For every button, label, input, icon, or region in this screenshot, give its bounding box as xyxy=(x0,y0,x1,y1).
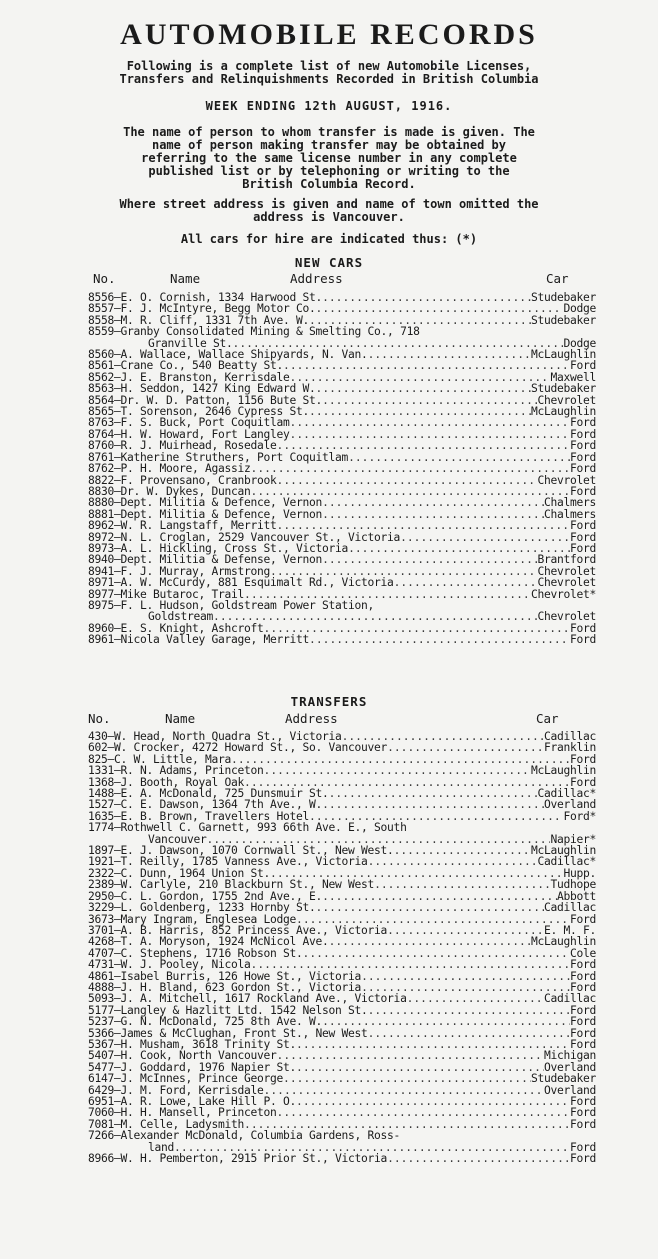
record-text: 8562—J. E. Branston, Kerrisdale xyxy=(88,370,290,384)
page-title: AUTOMOBILE RECORDS xyxy=(120,18,538,51)
dot-leader xyxy=(277,1107,570,1118)
record-entry xyxy=(88,497,596,508)
car-make: Ford xyxy=(569,980,596,994)
dot-leader xyxy=(374,879,550,890)
column-header-name: Name xyxy=(165,711,196,726)
record-entry xyxy=(88,1016,596,1027)
record-line xyxy=(88,959,596,970)
car-make: Cadillac xyxy=(543,730,596,743)
record-entry xyxy=(88,577,596,588)
dot-leader xyxy=(407,993,544,1004)
record-text: 5367—H. Musham, 3618 Trinity St. xyxy=(88,1037,297,1051)
car-make: Chevrolet xyxy=(537,576,596,590)
record-text: 7060—H. H. Mansell, Princeton xyxy=(88,1106,277,1120)
record-text: 8560—A. Wallace, Wallace Shipyards, N. Van. xyxy=(88,348,368,362)
record-line xyxy=(88,1073,596,1084)
car-make: Napier* xyxy=(550,832,596,846)
dot-leader xyxy=(387,742,544,753)
record-entry xyxy=(88,1153,596,1164)
record-text: 8975—F. L. Hudson, Goldstream Power Station, xyxy=(88,598,375,612)
record-text: 8822—F. Provensano, Cranbrook xyxy=(88,473,277,487)
record-text: 8941—F. J. Murray, Armstrong xyxy=(88,564,271,578)
record-text: 430—W. Head, North Quadra St., Victoria xyxy=(88,730,342,743)
car-make: Ford xyxy=(569,752,596,766)
record-text: 1897—E. J. Dawson, 1070 Cornwall St., New West. xyxy=(88,844,394,858)
dot-leader xyxy=(322,1016,570,1027)
record-text: 5477—J. Goddard, 1976 Napier St. xyxy=(88,1060,297,1074)
record-text: 1774—Rothwell C. Garnett, 993 66th Ave. E., South xyxy=(88,821,407,835)
car-make: Ford xyxy=(569,1095,596,1108)
record-text: 2950—C. L. Gordon, 1755 2nd Ave., E. xyxy=(88,889,323,903)
car-make: Cole xyxy=(569,946,596,960)
dot-leader xyxy=(322,554,537,565)
car-make: Ford xyxy=(569,541,596,555)
dot-leader xyxy=(322,395,537,406)
car-make: Dodge xyxy=(563,336,596,350)
car-make: Michigan xyxy=(543,1049,596,1063)
address-note xyxy=(40,198,618,224)
record-text: 4268—T. A. Moryson, 1924 McNicol Ave. xyxy=(88,935,329,949)
car-make: Ford xyxy=(569,462,596,476)
dot-leader xyxy=(329,788,538,799)
transfers-list xyxy=(88,731,596,1164)
record-text: 8971—A. W. McCurdy, 881 Esquimalt Rd., Victoria xyxy=(88,576,394,590)
dot-leader xyxy=(283,1073,531,1084)
car-make: McLaughlin xyxy=(530,764,596,778)
car-make: E. M. F. xyxy=(543,923,596,937)
record-entry xyxy=(88,1130,596,1153)
car-make: Studebaker xyxy=(530,291,596,304)
dot-leader xyxy=(322,891,557,902)
car-make: Ford xyxy=(569,530,596,544)
column-header-car: Car xyxy=(536,711,559,726)
record-text: 4888—J. H. Bland, 623 Gordon St., Victoria xyxy=(88,980,362,994)
car-make: Cadillac xyxy=(543,901,596,915)
car-make: Overland xyxy=(543,1060,596,1074)
record-text: 1527—C. E. Dawson, 1364 7th Ave., W. xyxy=(88,798,323,812)
notice-line: referring to the same license number in any complete xyxy=(141,151,517,165)
dot-leader xyxy=(296,1062,544,1073)
car-make: Ford xyxy=(569,969,596,983)
dot-leader xyxy=(251,463,570,474)
record-entry xyxy=(88,765,596,776)
record-text: 8962—W. R. Langstaff, Merritt xyxy=(88,519,277,533)
record-text: 8961—Nicola Valley Garage, Merritt xyxy=(88,633,310,647)
transfer-notice xyxy=(40,126,618,191)
column-header-address: Address xyxy=(290,271,343,286)
record-text: 8564—Dr. W. D. Patton, 1156 Bute St. xyxy=(88,393,323,407)
record-text: 4707—C. Stephens, 1716 Robson St. xyxy=(88,946,303,960)
dot-leader xyxy=(387,1153,570,1164)
car-make: Ford xyxy=(569,359,596,373)
record-line xyxy=(88,326,596,337)
car-make: Ford xyxy=(569,1037,596,1051)
notice-line: published list or by telephoning or writing to the xyxy=(148,164,510,178)
dot-leader xyxy=(277,520,570,531)
record-text: 8977—Mike Butaroc, Trail xyxy=(88,587,245,601)
transfers-column-headers xyxy=(88,711,588,725)
record-text: 1331—R. N. Adams, Princeton xyxy=(88,764,264,778)
record-text-continued: Goldstream xyxy=(148,610,214,624)
record-text: 4861—Isabel Burris, 126 Howe St., Victoria xyxy=(88,969,362,983)
record-text: 8880—Dept. Militia & Defence, Vernon xyxy=(88,496,323,510)
record-text: 6147—J. McInnes, Prince George xyxy=(88,1072,284,1086)
car-make: Overland xyxy=(543,798,596,812)
car-make: Ford xyxy=(569,450,596,464)
car-make: Franklin xyxy=(543,741,596,755)
address-note-line: Where street address is given and name of town omitted the xyxy=(119,197,539,211)
record-entry xyxy=(88,600,596,623)
dot-leader xyxy=(277,440,570,451)
car-make: Ford xyxy=(569,1140,596,1154)
intro-line: Transfers and Relinquishments Recorded in British Columbia xyxy=(119,72,539,86)
intro-line: Following is a complete list of new Automobile Licenses, xyxy=(126,59,532,73)
new-cars-heading: NEW CARS xyxy=(294,255,364,270)
dot-leader xyxy=(394,577,538,588)
dot-leader xyxy=(290,417,570,428)
car-make: Ford xyxy=(569,484,596,498)
car-make: Chevrolet xyxy=(537,610,596,624)
record-line xyxy=(88,634,596,645)
record-text: 8565—T. Sorenson, 2646 Cypress St. xyxy=(88,405,310,419)
record-text: 8563—H. Seddon, 1427 King Edward W. xyxy=(88,382,316,396)
dot-leader xyxy=(296,1096,570,1107)
dot-leader xyxy=(394,845,531,856)
car-make: Ford xyxy=(569,621,596,635)
record-text: 6429—J. M. Ford, Kerrisdale xyxy=(88,1083,264,1097)
record-line xyxy=(88,822,596,833)
record-line xyxy=(88,520,596,531)
car-make: Cadillac* xyxy=(537,787,596,801)
dot-leader xyxy=(368,856,538,867)
record-entry xyxy=(88,822,596,845)
record-text: 8830—Dr. W. Dykes, Duncan xyxy=(88,484,251,498)
week-ending: WEEK ENDING 12th AUGUST, 1916. xyxy=(205,99,453,113)
record-entry xyxy=(88,440,596,451)
address-note-line: address is Vancouver. xyxy=(253,210,405,224)
record-text: 8966—W. H. Pemberton, 2915 Prior St., Victoria xyxy=(88,1152,388,1166)
record-text: 5237—G. N. McDonald, 725 8th Ave. W. xyxy=(88,1015,323,1029)
car-make: Chevrolet* xyxy=(530,587,596,601)
record-line xyxy=(88,936,596,947)
record-text: 8762—P. H. Moore, Agassiz xyxy=(88,462,251,476)
record-text: 5093—J. A. Mitchell, 1617 Rockland Ave., Victoria xyxy=(88,992,407,1006)
new-cars-list xyxy=(88,292,596,646)
record-entry xyxy=(88,1073,596,1084)
record-text-continued: land xyxy=(148,1140,175,1154)
record-text-continued: Granville St. xyxy=(148,336,233,350)
record-entry xyxy=(88,463,596,474)
record-text: 5177—Langley & Hazlitt Ltd. 1542 Nelson St. xyxy=(88,1003,368,1017)
car-make: Ford xyxy=(569,633,596,647)
record-line xyxy=(88,577,596,588)
car-make: Maxwell xyxy=(550,370,596,384)
car-make: Cadillac xyxy=(543,992,596,1006)
dot-leader xyxy=(316,902,544,913)
car-make: Chevrolet xyxy=(537,473,596,487)
record-text: 7081—M. Celle, Ladysmith xyxy=(88,1117,245,1131)
record-text: 8972—N. L. Croglan, 2529 Vancouver St., Victoria xyxy=(88,530,401,544)
dot-leader xyxy=(316,303,564,314)
car-make: Studebaker xyxy=(530,1072,596,1086)
dot-leader xyxy=(290,429,570,440)
car-make: Ford xyxy=(569,912,596,926)
car-make: Chevrolet xyxy=(537,564,596,578)
record-entry xyxy=(88,326,596,349)
dot-leader xyxy=(277,475,538,486)
record-text: 8973—A. L. Hickling, Cross St., Victoria xyxy=(88,541,349,555)
car-make: Brantford xyxy=(537,553,596,567)
notice-line: The name of person to whom transfer is made is given. The xyxy=(123,125,535,139)
record-entry xyxy=(88,383,596,394)
new-cars-column-headers xyxy=(88,271,588,285)
record-text: 1635—E. B. Brown, Travellers Hotel xyxy=(88,809,310,823)
car-make: Cadillac* xyxy=(537,855,596,869)
record-text: 3229—L. Goldenberg, 1233 Hornby St. xyxy=(88,901,316,915)
column-header-car: Car xyxy=(546,271,569,286)
record-entry xyxy=(88,902,596,913)
car-make: Ford xyxy=(569,1026,596,1040)
dot-leader xyxy=(264,1085,544,1096)
record-line xyxy=(88,1016,596,1027)
record-text: 8960—E. S. Knight, Ashcroft xyxy=(88,621,264,635)
record-text-continued: Vancouver xyxy=(148,832,207,846)
record-entry xyxy=(88,936,596,947)
record-text: 6951—A. R. Lowe, Lake Hill P. O. xyxy=(88,1095,297,1108)
record-text: 602—W. Crocker, 4272 Howard St., So. Vancouver xyxy=(88,741,388,755)
record-entry xyxy=(88,520,596,531)
car-make: Ford xyxy=(569,1106,596,1120)
record-text: 8761—Katherine Struthers, Port Coquitlam xyxy=(88,450,349,464)
record-text: 5366—James & McClughan, Front St., New West xyxy=(88,1026,368,1040)
record-line xyxy=(88,879,596,890)
record-text: 8559—Granby Consolidated Mining & Smelting Co., 718 xyxy=(88,325,420,339)
car-make: Ford xyxy=(569,1003,596,1017)
record-text: 2322—C. Dunn, 1964 Union St. xyxy=(88,866,271,880)
dot-leader xyxy=(283,360,570,371)
record-text: 8561—Crane Co., 540 Beatty St. xyxy=(88,359,284,373)
notice-line: name of person making transfer may be obtained by xyxy=(151,138,506,152)
car-make: Ford xyxy=(569,439,596,453)
car-make: Studebaker xyxy=(530,382,596,396)
dot-leader xyxy=(322,799,544,810)
car-make: Ford xyxy=(569,1152,596,1166)
record-line xyxy=(88,497,596,508)
record-text: 8557—F. J. McIntyre, Begg Motor Co. xyxy=(88,302,316,316)
dot-leader xyxy=(296,1039,570,1050)
record-entry xyxy=(88,959,596,970)
dot-leader xyxy=(361,971,570,982)
record-text: 8760—R. J. Muirhead, Rosedale xyxy=(88,439,277,453)
dot-leader xyxy=(368,1028,570,1039)
car-make: Ford* xyxy=(563,809,596,823)
dot-leader xyxy=(290,372,551,383)
column-header-name: Name xyxy=(170,271,201,286)
car-make: Ford xyxy=(569,1117,596,1131)
dot-leader xyxy=(387,925,544,936)
car-make: Overland xyxy=(543,1083,596,1097)
record-line xyxy=(88,902,596,913)
car-make: Ford xyxy=(569,416,596,430)
dot-leader xyxy=(348,452,570,463)
dot-leader xyxy=(303,948,570,959)
record-text: 8764—H. W. Howard, Fort Langley xyxy=(88,427,290,441)
dot-leader xyxy=(264,765,531,776)
dot-leader xyxy=(277,1050,544,1061)
record-line xyxy=(88,383,596,394)
dot-leader xyxy=(368,1005,570,1016)
record-line xyxy=(88,1130,596,1141)
record-text: 1921—T. Reilly, 1785 Vanness Ave., Victoria xyxy=(88,855,368,869)
record-text: 2389—W. Carlyle, 210 Blackburn St., New West xyxy=(88,878,375,892)
record-text: 825—C. W. Little, Mara xyxy=(88,752,232,766)
hire-note: All cars for hire are indicated thus: (*) xyxy=(180,232,478,246)
dot-leader xyxy=(309,634,570,645)
record-text: 5407—H. Cook, North Vancouver xyxy=(88,1049,277,1063)
column-header-no: No. xyxy=(93,271,116,286)
record-line xyxy=(88,765,596,776)
record-text: 1368—J. Booth, Royal Oak xyxy=(88,775,245,789)
intro-text xyxy=(40,60,618,86)
car-make: Tudhope xyxy=(550,878,596,892)
dot-leader xyxy=(231,754,570,765)
dot-leader xyxy=(329,936,531,947)
record-text: 1488—E. A. McDonald, 725 Dunsmuir St. xyxy=(88,787,329,801)
record-text: 8881—Dept. Militia & Defence, Vernon xyxy=(88,507,323,521)
record-text: 8763—F. S. Buck, Port Coquitlam xyxy=(88,416,290,430)
car-make: McLaughlin xyxy=(530,405,596,419)
notice-line: British Columbia Record. xyxy=(242,177,416,191)
dot-leader xyxy=(322,497,544,508)
car-make: Studebaker xyxy=(530,313,596,327)
dot-leader xyxy=(264,623,570,634)
record-text: 3701—A. B. Harris, 852 Princess Ave., Victoria xyxy=(88,923,388,937)
column-header-address: Address xyxy=(285,711,338,726)
dot-leader xyxy=(316,383,531,394)
car-make: McLaughlin xyxy=(530,348,596,362)
dot-leader xyxy=(368,349,531,360)
column-header-no: No. xyxy=(88,711,111,726)
car-make: Ford xyxy=(569,958,596,972)
dot-leader xyxy=(322,509,544,520)
record-line xyxy=(88,440,596,451)
record-line xyxy=(88,463,596,474)
record-text: 8556—E. O. Cornish, 1334 Harwood St. xyxy=(88,291,323,304)
car-make: Ford xyxy=(569,427,596,441)
car-make: Ford xyxy=(569,1015,596,1029)
record-line xyxy=(88,1153,596,1164)
transfers-heading: TRANSFERS xyxy=(290,694,368,709)
car-make: Ford xyxy=(569,519,596,533)
record-text: 3673—Mary Ingram, Englesea Lodge xyxy=(88,912,297,926)
record-entry xyxy=(88,634,596,645)
car-make: Hupp. xyxy=(563,866,596,880)
record-text: 4731—W. J. Pooley, Nicola xyxy=(88,958,251,972)
car-make: Abbott xyxy=(556,889,596,903)
dot-leader xyxy=(400,532,570,543)
car-make: McLaughlin xyxy=(530,844,596,858)
record-text: 8940—Dept. Militia & Defense, Vernon xyxy=(88,553,323,567)
car-make: Dodge xyxy=(563,302,596,316)
dot-leader xyxy=(309,406,531,417)
record-entry xyxy=(88,879,596,890)
dot-leader xyxy=(322,292,531,303)
car-make: Chalmers xyxy=(543,496,596,510)
car-make: McLaughlin xyxy=(530,935,596,949)
car-make: Chevrolet xyxy=(537,393,596,407)
dot-leader xyxy=(251,959,570,970)
record-text: 8558—M. R. Cliff, 1331 7th Ave. W. xyxy=(88,313,310,327)
record-text: 7266—Alexander McDonald, Columbia Gardens, Ross- xyxy=(88,1129,401,1143)
car-make: Chalmers xyxy=(543,507,596,521)
car-make: Ford xyxy=(569,775,596,789)
